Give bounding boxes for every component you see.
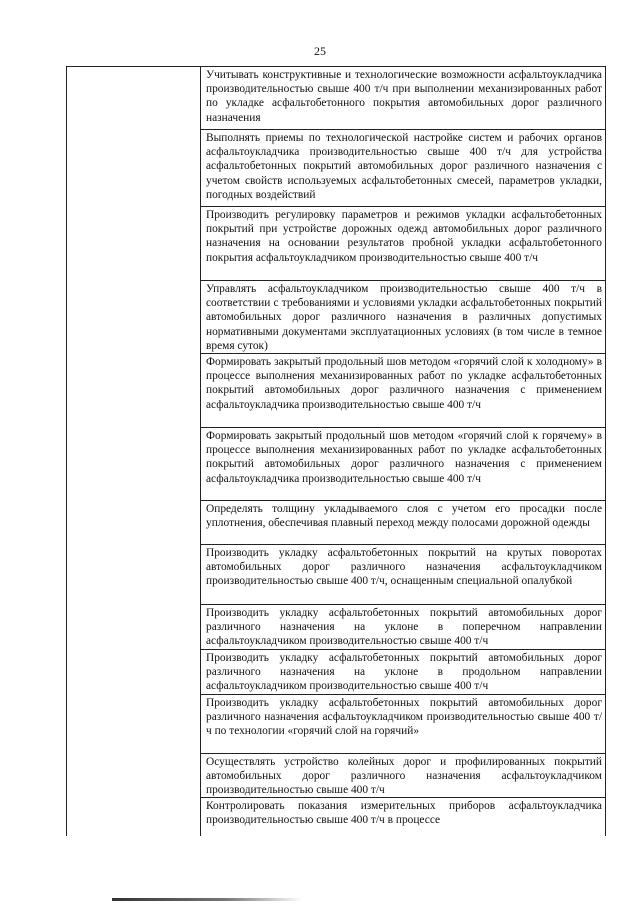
empty-label-column: [67, 67, 201, 836]
skill-cell: Производить укладку асфальтобетонных покрытий на крутых поворотах автомобильных дорог различного назначения асфальтоукладчиком производительностью свыше 400 т/ч, оснащенным специальной опалубкой: [201, 545, 605, 605]
skill-cell: Учитывать конструктивные и технологические возможности асфальтоукладчика производительностью свыше 400 т/ч при выполнении механизированных работ по укладке асфальтобетонного покрытия автомобильных дорог различного назначения: [201, 67, 605, 130]
scan-artifact-line: [112, 898, 302, 901]
skill-cell: Контролировать показания измерительных приборов асфальтоукладчика производительностью свыше 400 т/ч в процессе: [206, 800, 602, 827]
skill-cell: Формировать закрытый продольный шов методом «горячий слой к холодному» в процессе выполнения механизированных работ по укладке асфальтобетонных покрытий автомобильных дорог различного назначения с применением асфальтоукладчика производительностью свыше 400 т/ч: [201, 354, 605, 428]
skill-cell: Осуществлять устройство колейных дорог и профилированных покрытий автомобильных дорог различного назначения асфальтоукладчиком производительностью свыше 400 т/ч: [201, 754, 605, 798]
skill-cell: Производить укладку асфальтобетонных покрытий автомобильных дорог различного назначения асфальтоукладчиком производительностью свыше 400 т/ч по технологии «горячий слой на горячий»: [201, 695, 605, 754]
skill-cell: Формировать закрытый продольный шов методом «горячий слой к горячему» в процессе выполнения механизированных работ по укладке асфальтобетонных покрытий автомобильных дорог различного назначения с применением асфальтоукладчика производительностью свыше 400 т/ч: [201, 428, 605, 501]
skill-cell: Производить укладку асфальтобетонных покрытий автомобильных дорог различного назначения на уклоне в поперечном направлении асфальтоукладчиком производительностью свыше 400 т/ч: [201, 605, 605, 650]
skill-cell: Производить укладку асфальтобетонных покрытий автомобильных дорог различного назначения на уклоне в продольном направлении асфальтоукладчиком производительностью свыше 400 т/ч: [201, 650, 605, 695]
skills-column: [201, 67, 605, 836]
skill-cell: Управлять асфальтоукладчиком производительностью свыше 400 т/ч в соответствии с требованиями и условиями укладки асфальтобетонных покрытий автомобильных дорог различного назначения в различных допустимых нормативными документами эксплуатационных условиях (в том числе в темное время суток): [201, 281, 605, 354]
skills-table: [66, 66, 606, 836]
page-number: 25: [314, 44, 326, 58]
skill-cell: Выполнять приемы по технологической настройке систем и рабочих органов асфальтоукладчика производительностью свыше 400 т/ч для устройства асфальтобетонных покрытий автомобильных дорог различного назначения с учетом свойств используемых асфальтобетонных смесей, параметров укладки, погодных воздействий: [201, 130, 605, 207]
skill-cell: Определять толщину укладываемого слоя с учетом его просадки после уплотнения, обеспечивая плавный переход между полосами дорожной одежды: [201, 501, 605, 545]
skill-cell: Производить регулировку параметров и режимов укладки асфальтобетонных покрытий при устройстве дорожных одежд автомобильных дорог различного назначения на основании результатов пробной укладки асфальтобетонного покрытия асфальтоукладчиком производительностью свыше 400 т/ч: [201, 207, 605, 281]
